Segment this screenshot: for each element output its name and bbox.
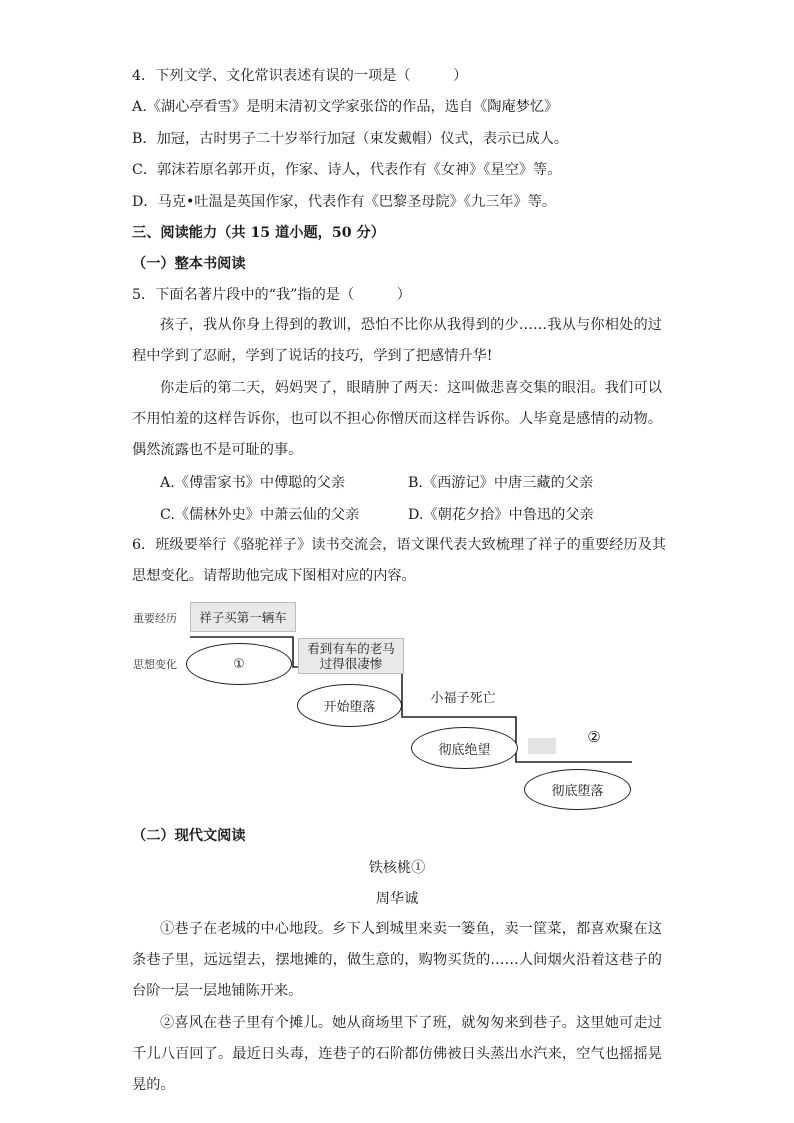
q5-passage-para1 [132,310,662,372]
label-thought: 思想变化 [133,658,177,671]
label-experience: 重要经历 [133,612,177,625]
q5-option-c: C.《儒林外史》中萧云仙的父亲 [160,507,360,523]
q4-option-a: A.《湖心亭看雪》是明末清初文学家张岱的作品，选自《陶庵梦忆》 [132,99,559,115]
thought-ellipse-blank-1: ① [186,643,292,685]
article-author: 周华诚 [375,891,419,907]
article-paragraph-2 [132,1008,662,1101]
experience-box-old-ma-line1: 看到有车的老马 [307,641,395,656]
experience-box-old-ma [298,638,404,674]
q4-option-b: B．加冠，古时男子二十岁举行加冠（束发戴帽）仪式，表示已成人。 [132,131,569,147]
article-paragraph-1 [132,914,662,1007]
thought-ellipse-complete-fall: 彻底堕落 [524,769,631,810]
q6-stem-line1: 6．班级要举行《骆驼祥子》读书交流会，语文课代表大致梳理了祥子的重要经历及其 [132,537,666,553]
section3-title: 三、阅读能力（共 15 道小题，50 分） [132,225,385,241]
q5-passage-para1-text: 孩子，我从你身上得到的教训，恐怕不比你从我得到的少……我从与你相处的过程中学到了忍耐，学到了说话的技巧，学到了把感情升华! [132,317,662,364]
q5-stem: 5．下面名著片段中的“我”指的是（ ） [132,287,411,303]
thought-ellipse-start-fall: 开始堕落 [297,684,402,727]
q4-option-c: C．郭沫若原名郭开贞，作家、诗人，代表作有《女神》《星空》等。 [132,162,562,178]
experience-box-blank-2: ② [587,728,601,746]
q5-passage-para2 [132,373,662,466]
q5-option-b: B.《西游记》中唐三藏的父亲 [408,475,594,491]
part1-title: （一）整本书阅读 [132,256,246,272]
article-paragraph-2-text: ②喜风在巷子里有个摊儿。她从商场里下了班，就匆匆来到巷子。这里她可走过千儿八百回了。最近日头毒，连巷子的石阶都仿佛被日头蒸出水汽来，空气也摇摇晃晃的。 [132,1015,662,1093]
experience-box-first-car: 祥子买第一辆车 [190,602,296,632]
q4-option-d: D．马克•吐温是英国作家，代表作有《巴黎圣母院》《九三年》等。 [132,194,557,210]
article-paragraph-1-text: ①巷子在老城的中心地段。乡下人到城里来卖一篓鱼，卖一筐菜，都喜欢聚在这条巷子里，远远望去，摆地摊的，做生意的，购物买货的……人间烟火沿着这巷子的台阶一层一层地铺陈开来。 [132,921,662,999]
part2-title: （二）现代文阅读 [132,828,246,844]
q5-passage-para2-text: 你走后的第二天，妈妈哭了，眼睛肿了两天：这叫做悲喜交集的眼泪。我们可以不用怕羞的这样告诉你，也可以不担心你憎厌而这样告诉你。人毕竟是感情的动物。偶然流露也不是可耻的事。 [132,380,662,458]
q5-option-a: A.《傅雷家书》中傅聪的父亲 [160,475,346,491]
q4-stem: 4．下列文学、文化常识表述有误的一项是（ ） [132,68,468,84]
experience-box-xiaofuzi-death: 小福子死亡 [430,690,496,706]
experience-box-blank-2-shade [528,738,556,754]
q6-stem-line2: 思想变化。请帮助他完成下图相对应的内容。 [132,568,416,584]
q5-option-d: D.《朝花夕拾》中鲁迅的父亲 [408,507,594,523]
experience-box-old-ma-line2: 过得很凄惨 [319,656,383,671]
article-title: 铁核桃① [368,860,426,876]
thought-ellipse-despair: 彻底绝望 [411,727,518,769]
